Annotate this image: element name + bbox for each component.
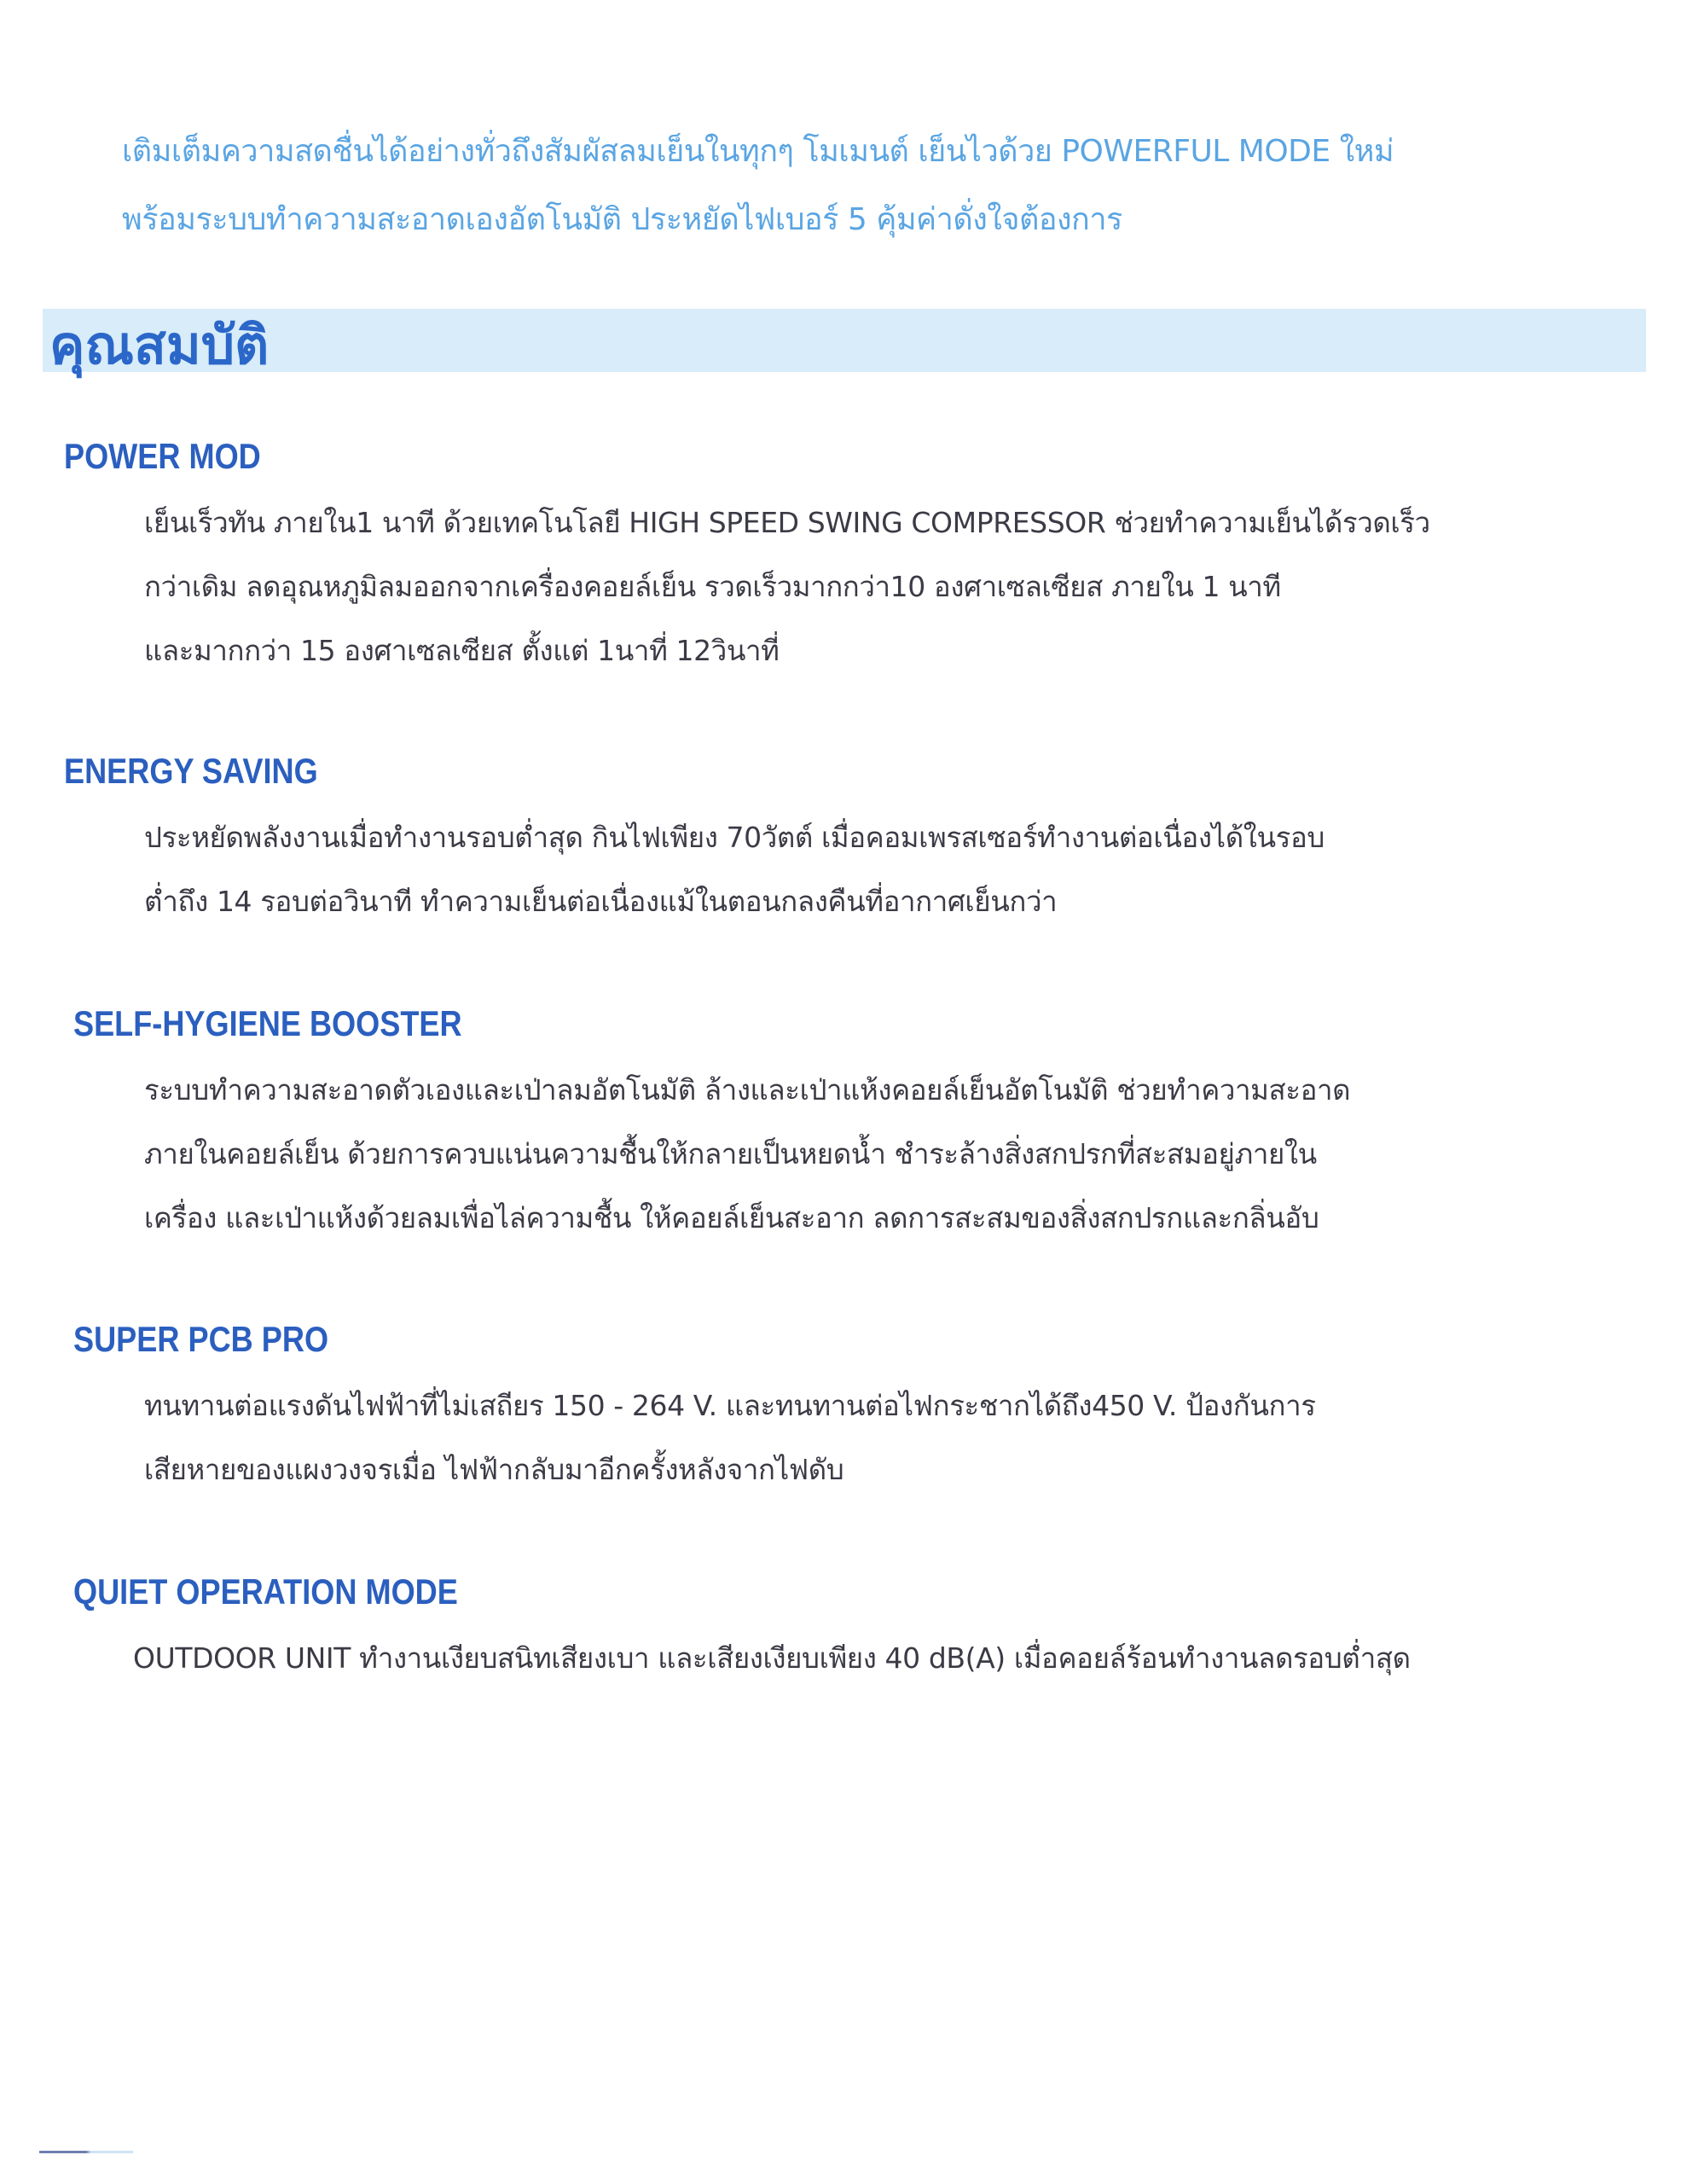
feature-line: ระบบทำความสะอาดตัวเองและเป่าลมอัตโนมัติ ล้างและเป่าแห้งคอยล์เย็นอัตโนมัติ ช่วยทำความสะอาด [144,1073,1351,1107]
feature-heading: SELF-HYGIENE BOOSTER [73,1003,462,1043]
feature-self-hygiene-booster [73,998,1626,1250]
feature-line: ต่ำถึง 14 รอบต่อวินาที ทำความเย็นต่อเนื่องแม้ในตอนกลงคืนที่อากาศเย็นกว่า [144,885,1058,918]
intro-line: เติมเต็มความสดชื่นได้อย่างทั่วถึงสัมผัสลมเย็นในทุกๆ โมเมนต์ เย็นไวด้วย POWERFUL MODE ใหม่ [122,134,1394,169]
feature-heading: ENERGY SAVING [64,751,318,791]
feature-body [64,805,1616,933]
intro-paragraph [122,118,1640,254]
feature-line: ประหยัดพลังงานเมื่อทำงานรอบต่ำสุด กินไฟเพียง 70วัตต์ เมื่อคอมเพรสเซอร์ทำงานต่อเนื่องได้ในรอบ [144,821,1325,854]
feature-line: เย็นเร็วทัน ภายใน1 นาที ด้วยเทคโนโลยี HIGH SPEED SWING COMPRESSOR ช่วยทำความเย็นได้รวดเร็ว [144,506,1430,539]
feature-heading: SUPER PCB PRO [73,1319,329,1359]
footer-divider [39,2151,133,2153]
feature-power-mod [64,431,1616,682]
feature-line: ภายในคอยล์เย็น ด้วยการควบแน่นความชื้นให้กลายเป็นหยดน้ำ ชำระล้างสิ่งสกปรกที่สะสมอยู่ภายใน [144,1137,1317,1170]
intro-line: พร้อมระบบทำความสะอาดเองอัตโนมัติ ประหยัดไฟเบอร์ 5 คุ้มค่าดั่งใจต้องการ [122,202,1122,237]
feature-body [73,1058,1626,1250]
feature-line: เสียหายของแผงวงจรเมื่อ ไฟฟ้ากลับมาอีกครั้งหลังจากไฟดับ [144,1453,844,1486]
feature-body [64,491,1616,682]
feature-quiet-operation-mode [73,1566,1626,1690]
feature-line: ทนทานต่อแรงดันไฟฟ้าที่ไม่เสถียร 150 - 264 V. และทนทานต่อไฟกระชากได้ถึง450 V. ป้องกันการ [144,1389,1316,1422]
feature-line: กว่าเดิม ลดอุณหภูมิลมออกจากเครื่องคอยล์เย็น รวดเร็วมากกว่า10 องศาเซลเซียส ภายใน 1 นาที [144,570,1281,603]
feature-body [73,1626,1626,1690]
feature-line: เครื่อง และเป่าแห้งด้วยลมเพื่อไล่ความชื้น ให้คอยล์เย็นสะอาก ลดการสะสมของสิ่งสกปรกและกลิ่นอับ [144,1201,1319,1234]
feature-heading: QUIET OPERATION MODE [73,1571,458,1612]
feature-super-pcb-pro [73,1314,1626,1502]
section-header-bar [43,309,1646,376]
feature-line: และมากกว่า 15 องศาเซลเซียส ตั้งแต่ 1นาที่ 12วินาที่ [144,634,780,667]
feature-heading: POWER MOD [64,436,261,476]
section-title: คุณสมบัติ [49,314,270,376]
feature-energy-saving [64,746,1616,933]
feature-line: OUTDOOR UNIT ทำงานเงียบสนิทเสียงเบา และเสียงเงียบเพียง 40 dB(A) เมื่อคอยล์ร้อนทำงานลดรอบต่ำสุด [133,1641,1411,1675]
feature-body [73,1374,1626,1502]
